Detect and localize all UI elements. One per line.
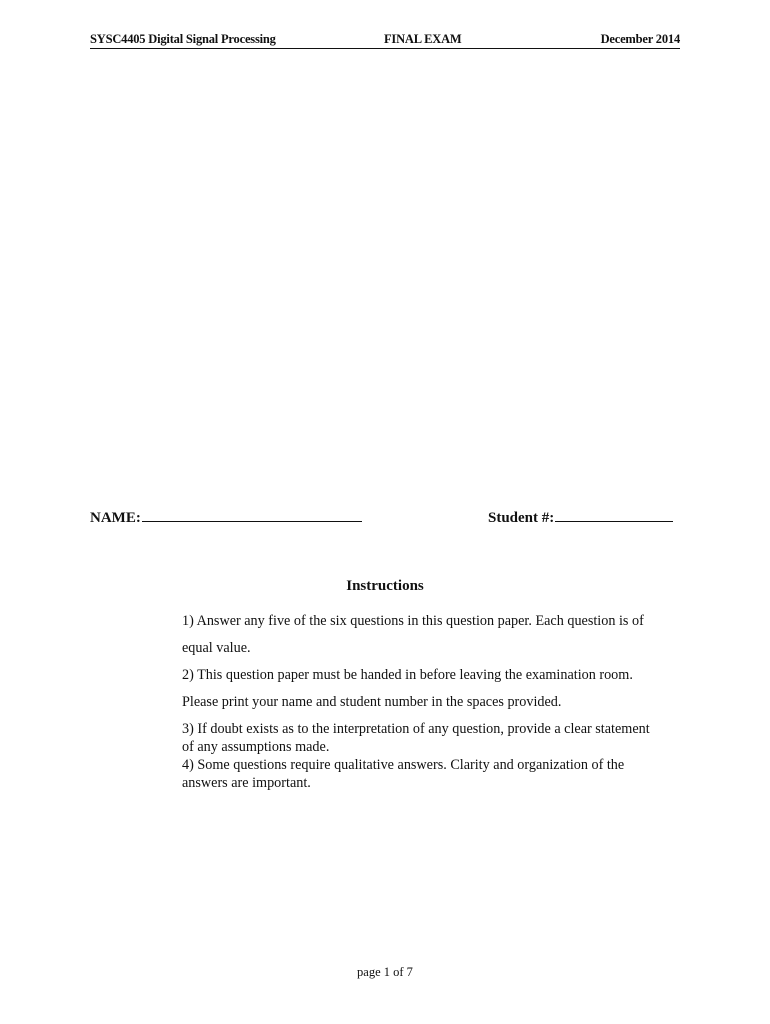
header-course-title: SYSC4405 Digital Signal Processing xyxy=(90,32,276,46)
header-exam-date: December 2014 xyxy=(600,32,680,46)
page-header xyxy=(90,32,680,49)
page-number: page 1 of 7 xyxy=(357,965,413,979)
instructions-body xyxy=(182,612,682,792)
instructions-heading xyxy=(0,578,770,595)
instruction-line: Please print your name and student number in the spaces provided. xyxy=(182,694,562,710)
name-blank-line[interactable] xyxy=(142,520,362,522)
instruction-line: answers are important. xyxy=(182,775,311,791)
identification-row xyxy=(90,505,680,527)
student-number-blank-line[interactable] xyxy=(555,520,673,522)
instruction-line: equal value. xyxy=(182,640,251,656)
instruction-line: 2) This question paper must be handed in before leaving the examination room. xyxy=(182,667,633,683)
name-field[interactable] xyxy=(90,510,362,527)
student-number-label: Student #: xyxy=(488,510,555,526)
instruction-line: 3) If doubt exists as to the interpretation of any question, provide a clear statement xyxy=(182,721,650,737)
instruction-line: 1) Answer any five of the six questions in this question paper. Each question is of xyxy=(182,613,644,629)
student-number-field[interactable] xyxy=(488,510,673,527)
header-exam-title: FINAL EXAM xyxy=(384,32,462,46)
name-label: NAME: xyxy=(90,510,141,526)
instruction-line: of any assumptions made. xyxy=(182,739,330,755)
instructions-heading-text: Instructions xyxy=(346,578,424,594)
instruction-line: 4) Some questions require qualitative answers. Clarity and organization of the xyxy=(182,757,625,773)
